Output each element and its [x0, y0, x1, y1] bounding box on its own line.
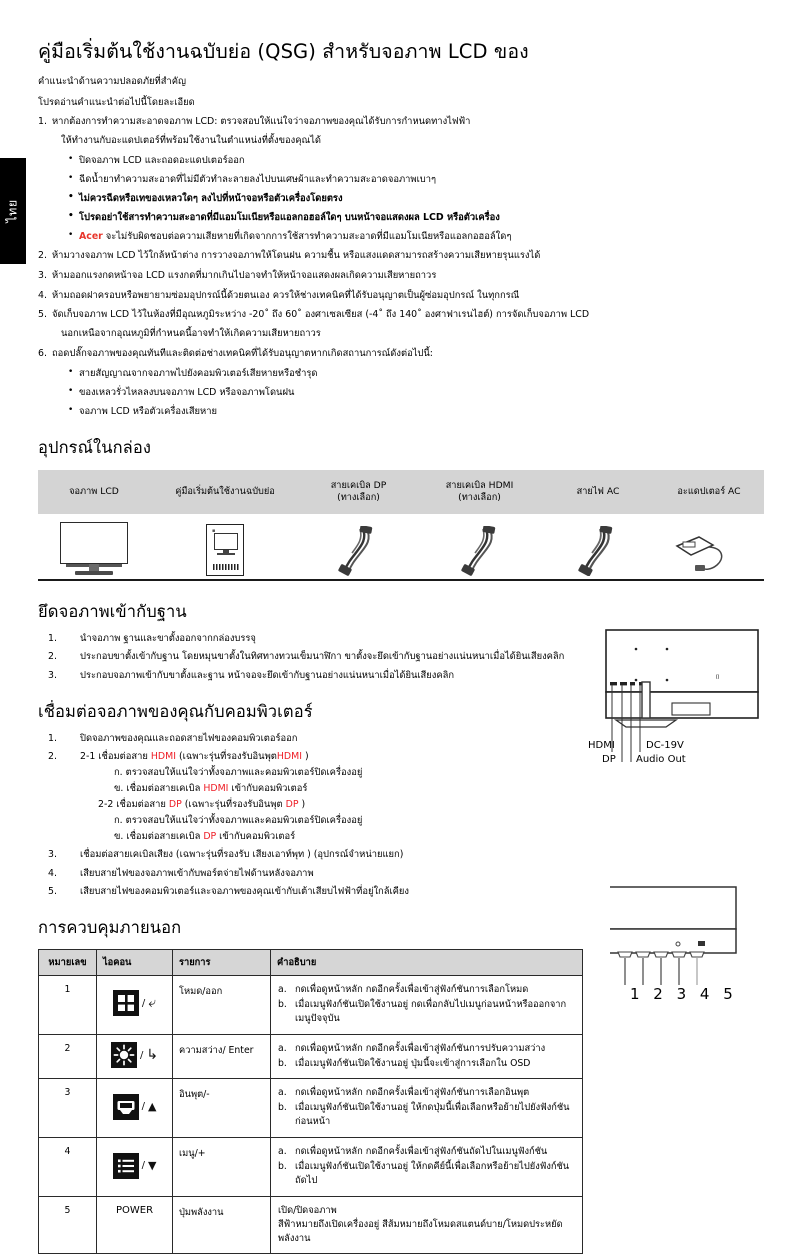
- lcd-monitor-icon-cell: [38, 514, 150, 580]
- list-item: [68, 154, 778, 168]
- row-number: 4: [39, 1138, 97, 1197]
- slash-separator: /: [141, 1160, 145, 1172]
- port-label-dc: DC-19V: [646, 740, 684, 751]
- list-item: [68, 230, 778, 244]
- desc-label: b.: [278, 1057, 287, 1069]
- input-up-icon-cell: [97, 1079, 173, 1138]
- bullet-text: จอภาพ LCD หรือตัวเครื่องเสียหาย: [79, 405, 217, 417]
- desc-label: b.: [278, 1102, 287, 1114]
- desc-text: กดเพื่อดูหน้าหลัก กดอีกครั้งเพื่อเข้าสู่ฟังก์ชันการเลือกโหมด: [295, 983, 529, 995]
- row-item-label: เมนู/+: [173, 1138, 271, 1197]
- list-item: [68, 173, 778, 187]
- section-heading-controls: การควบคุมภายนอก: [38, 917, 182, 937]
- brightness-icon: [111, 1042, 137, 1068]
- slash-separator: /: [141, 1101, 145, 1113]
- monitor-back-diagram: [588, 628, 794, 778]
- ac-power-cable-icon: [566, 526, 630, 576]
- col-header-description: คำอธิบาย: [271, 949, 583, 975]
- hdmi-cable-icon-cell: [417, 514, 542, 580]
- table-header-row: [38, 470, 764, 515]
- list-item: [68, 211, 778, 225]
- step-text: ประกอบขาตั้งเข้ากับฐาน โดยหมุนขาตั้งในทิศทางทวนเข็มนาฬิกา ขาตั้งจะยึดเข้ากับฐานอย่างแน่นหนาเมื่อได้ยินเสียงคลิก: [80, 651, 565, 663]
- list-item: [68, 192, 778, 206]
- box-col-header: [150, 470, 300, 515]
- bullet-text: ไม่ควรฉีดหรือเทของเหลวใดๆ ลงไปที่หน้าจอหรือตัวเครื่องโดยตรง: [79, 193, 343, 205]
- desc-text: เมื่อเมนูฟังก์ชันเปิดใช้งานอยู่ ปุ่มนี้จะเข้าสู่การเลือกใน OSD: [295, 1057, 531, 1069]
- hdmi-label: HDMI: [276, 750, 302, 762]
- desc-text: เมื่อเมนูฟังก์ชันเปิดใช้งานอยู่ กดเพื่อกลับไปเมนูก่อนหน้าหรือออกจากเมนูปัจจุบัน: [295, 998, 567, 1024]
- safety-heading-2: โปรดอ่านคำแนะนำต่อไปนี้โดยละเอียด: [38, 97, 195, 108]
- hdmi-cable-icon: [448, 526, 512, 576]
- ac-adapter-icon: [669, 532, 749, 576]
- row-description: [271, 1197, 583, 1254]
- step-text: ประกอบจอภาพเข้ากับขาตั้งและฐาน หน้าจอจะยึดเข้ากับฐานอย่างแน่นหนาเมื่อได้ยินเสียงคลิก: [80, 669, 455, 681]
- desc-line: [278, 983, 575, 997]
- port-label-hdmi: HDMI: [588, 740, 615, 751]
- row-description: [271, 1138, 583, 1197]
- row-item-label: อินพุต/-: [173, 1079, 271, 1138]
- col-header-item: รายการ: [173, 949, 271, 975]
- menu-down-icon: [113, 1153, 157, 1179]
- ac-adapter-icon-cell: [654, 514, 764, 580]
- brightness-enter-icon-cell: [97, 1034, 173, 1079]
- down-triangle-icon: ▼: [147, 1159, 157, 1173]
- dp-cable-icon: [327, 526, 391, 576]
- svg-text:⌷: ⌷: [716, 675, 720, 681]
- quick-start-guide-icon: ▪: [206, 524, 244, 576]
- page-content: [38, 0, 778, 1254]
- desc-line: [278, 1101, 575, 1129]
- col-label: คู่มือเริ่มต้นใช้งานฉบับย่อ: [175, 485, 275, 497]
- item-number: 3.: [38, 270, 47, 282]
- input-up-icon: [113, 1094, 157, 1120]
- step-text: นำจอภาพ ฐานและขาตั้งออกจากกล่องบรรจุ: [80, 633, 256, 645]
- row-description: [271, 1079, 583, 1138]
- menu-down-icon-cell: [97, 1138, 173, 1197]
- table-bottom-rule: [38, 580, 764, 583]
- table-body: [39, 975, 583, 1253]
- bullet-text: ปิดจอภาพ LCD และถอดอะแดปเตอร์ออก: [79, 154, 245, 166]
- item-number: 4.: [38, 289, 47, 301]
- row-number: 2: [39, 1034, 97, 1079]
- desc-text: สีฟ้าหมายถึงเปิดเครื่องอยู่ สีส้มหมายถึงโหมดสแตนด์บาย/โหมดประหยัดพลังงาน: [278, 1219, 563, 1244]
- row-description: [271, 975, 583, 1034]
- bullet-text: โปรดอย่าใช้สารทำความสะอาดที่มีแอมโมเนียหรือแอลกอฮอล์ใดๆ บนหน้าจอแสดงผล LCD หรือตัวเครื่อง: [79, 212, 500, 224]
- button-number-labels: 1 2 3 4 5: [630, 985, 738, 1003]
- desc-label: a.: [278, 983, 287, 995]
- table-icon-row: [38, 514, 764, 580]
- list-item: [38, 848, 778, 862]
- step-number: 2.: [48, 651, 57, 663]
- item-text: ห้ามออกแรงกดหน้าจอ LCD แรงกดที่มากเกินไปอาจทำให้หน้าจอแสดงผลเกิดความเสียหายถาวร: [52, 270, 437, 282]
- row-number: 5: [39, 1197, 97, 1254]
- text-pre: 2-2 เชื่อมต่อสาย: [98, 799, 169, 811]
- substep-a2: ก. ตรวจสอบให้แน่ใจว่าทั้งจอภาพและคอมพิวเตอร์ปิดเครื่องอยู่: [114, 815, 363, 827]
- step-number: 3.: [48, 849, 57, 861]
- row-number: 3: [39, 1079, 97, 1138]
- grid-mode-back-icon: [113, 990, 156, 1016]
- table-header-row: [39, 949, 583, 975]
- item-continuation: นอกเหนือจากอุณหภูมิที่กำหนดนี้อาจทำให้เกิดความเสียหายถาวร: [61, 328, 321, 340]
- text-pre: ข. เชื่อมต่อสายเคเบิล: [114, 783, 204, 794]
- desc-line: [278, 1042, 575, 1056]
- safety-item-3: [38, 269, 778, 283]
- step-text: เสียบสายไฟของคอมพิวเตอร์และจอภาพของคุณเข้ากับเต้าเสียบไฟฟ้าที่อยู่ใกล้เคียง: [80, 885, 409, 897]
- text-mid: (เฉพาะรุ่นที่รองรับอินพุต: [181, 799, 286, 811]
- desc-label: b.: [278, 1161, 287, 1173]
- col-label: จอภาพ LCD: [69, 485, 119, 497]
- box-col-header: [542, 470, 654, 515]
- power-label-icon: POWER: [97, 1197, 173, 1254]
- acer-brand-label: Acer: [79, 231, 103, 243]
- list-item: [68, 367, 778, 381]
- col-label: สายเคเบิล DP: [330, 479, 387, 491]
- step-text: เชื่อมต่อสายเคเบิลเสียง (เฉพาะรุ่นที่รองรับ เสียงเอาท์พุท ) (อุปกรณ์จำหน่ายแยก): [80, 849, 404, 861]
- item-number: 6.: [38, 348, 47, 360]
- safety-item-1: [38, 115, 778, 244]
- desc-text: กดเพื่อดูหน้าหลัก กดอีกครั้งเพื่อเข้าสู่ฟังก์ชันถัดไปในเมนูฟังก์ชัน: [295, 1146, 548, 1158]
- desc-line: [278, 1160, 575, 1188]
- desc-text: เปิด/ปิดจอภาพ: [278, 1205, 337, 1217]
- text-pre: 2-1 เชื่อมต่อสาย: [80, 750, 151, 762]
- desc-label: a.: [278, 1087, 287, 1099]
- safety-item-2: [38, 249, 778, 263]
- hdmi-label: HDMI: [150, 750, 176, 762]
- text-mid: (เฉพาะรุ่นที่รองรับอินพุต: [175, 750, 277, 762]
- section-heading-connect: เชื่อมต่อจอภาพของคุณกับคอมพิวเตอร์: [38, 701, 313, 721]
- desc-line: [278, 1145, 575, 1159]
- up-triangle-icon: ▲: [147, 1100, 157, 1114]
- item-text: ห้ามวางจอภาพ LCD ไว้ใกล้หน้าต่าง การวางจอภาพให้โดนฝน ความชื้น หรือแสงแดดสามารถสร้างความเสียหายรุนแรงได้: [52, 250, 541, 262]
- list-item: [68, 386, 778, 400]
- quick-start-guide-icon-cell: [150, 514, 300, 580]
- input-source-icon: [113, 1094, 139, 1120]
- col-header-number: หมายเลข: [39, 949, 97, 975]
- desc-line: [278, 1057, 575, 1071]
- safety-heading-1: คำแนะนำด้านความปลอดภัยที่สำคัญ: [38, 76, 186, 88]
- col-sublabel: (ทางเลือก): [337, 491, 380, 503]
- box-contents-table: [38, 470, 764, 584]
- hdmi-label: HDMI: [203, 783, 229, 794]
- table-head: [39, 949, 583, 975]
- safety-item-6: [38, 347, 778, 418]
- text-post: ): [301, 750, 309, 762]
- table-row: [39, 1079, 583, 1138]
- external-controls-table: [38, 949, 583, 1254]
- text-post: ): [298, 799, 306, 811]
- desc-line: [278, 1086, 575, 1100]
- bullet-text: สายสัญญาณจากจอภาพไปยังคอมพิวเตอร์เสียหายหรือชำรุด: [79, 367, 318, 379]
- item-text: จัดเก็บจอภาพ LCD ไว้ในห้องที่มีอุณหภูมิระหว่าง -20˚ ถึง 60˚ องศาเซลเซียส (-4˚ ถึง 140˚ องศาฟาเรนไฮต์) การจัดเก็บจอภาพ LCD: [52, 309, 590, 321]
- port-label-audio-out: Audio Out: [636, 754, 686, 765]
- slash-separator: /: [141, 997, 146, 1009]
- desc-text: เมื่อเมนูฟังก์ชันเปิดใช้งานอยู่ ให้กดปุ่มนี้เพื่อเลือกหรือย้ายไปยังฟังก์ชันก่อนหน้า: [295, 1102, 570, 1128]
- step-number: 1.: [48, 633, 57, 645]
- item-number: 2.: [38, 250, 47, 262]
- bullet-text: ฉีดน้ำยาทำความสะอาดที่ไม่มีตัวทำละลายลงไปบนเศษผ้าและทำความสะอาดจอภาพเบาๆ: [79, 173, 437, 185]
- box-col-header: [417, 470, 542, 515]
- row-description: [271, 1034, 583, 1079]
- dp-label: DP: [285, 799, 299, 811]
- item-text: ห้ามถอดฝาครอบหรือพยายามซ่อมอุปกรณ์นี้ด้วยตนเอง ควรให้ช่างเทคนิคที่ได้รับอนุญาตเป็นผู้ซ่อมอุปกรณ์ ในทุกกรณี: [52, 289, 520, 301]
- desc-line: [278, 998, 575, 1026]
- step-text-hdmi: [80, 751, 309, 762]
- lcd-monitor-icon: [56, 522, 132, 576]
- substep-a: ก. ตรวจสอบให้แน่ใจว่าทั้งจอภาพและคอมพิวเตอร์ปิดเครื่องอยู่: [114, 766, 363, 778]
- col-sublabel: (ทางเลือก): [458, 491, 501, 503]
- desc-text: กดเพื่อดูหน้าหลัก กดอีกครั้งเพื่อเข้าสู่ฟังก์ชันการเลือกอินพุต: [295, 1087, 530, 1099]
- text-post: เข้ากับคอมพิวเตอร์: [228, 783, 308, 794]
- desc-label: b.: [278, 998, 287, 1010]
- brightness-enter-icon: [111, 1042, 158, 1068]
- desc-text: กดเพื่อดูหน้าหลัก กดอีกครั้งเพื่อเข้าสู่ฟังก์ชันการปรับความสว่าง: [295, 1042, 546, 1054]
- table-row: [39, 1138, 583, 1197]
- ac-power-cable-icon-cell: [542, 514, 654, 580]
- col-label: อะแดปเตอร์ AC: [677, 485, 741, 497]
- col-label: สายไฟ AC: [576, 485, 620, 497]
- substep-b: [80, 782, 778, 796]
- col-header-icon: ไอคอน: [97, 949, 173, 975]
- grid-mode-back-icon-cell: [97, 975, 173, 1034]
- item-number: 5.: [38, 309, 47, 321]
- safety-item-4: [38, 289, 778, 303]
- dp-cable-icon-cell: [300, 514, 417, 580]
- desc-label: a.: [278, 1146, 287, 1158]
- section-heading-box-contents: อุปกรณ์ในกล่อง: [38, 437, 152, 457]
- step-number: 3.: [48, 669, 57, 681]
- section-heading-attach-stand: ยึดจอภาพเข้ากับฐาน: [38, 602, 187, 622]
- desc-text: เมื่อเมนูฟังก์ชันเปิดใช้งานอยู่ ให้กดคีย์นี้เพื่อเลือกหรือย้ายไปยังฟังก์ชันถัดไป: [295, 1161, 570, 1187]
- step-number: 2.: [48, 750, 57, 762]
- slash-separator: /: [139, 1049, 144, 1061]
- text-pre: ข. เชื่อมต่อสายเคเบิล: [114, 831, 204, 843]
- item-text: หากต้องการทำความสะอาดจอภาพ LCD: ตรวจสอบให้แน่ใจว่าจอภาพของคุณได้รับการกำหนดทางไฟฟ้า: [52, 116, 471, 128]
- safety-bullets-6: [52, 367, 778, 419]
- item-number: 1.: [38, 116, 47, 128]
- back-arrow-icon: ⤶: [148, 995, 157, 1012]
- row-item-label: โหมด/ออก: [173, 975, 271, 1034]
- list-item: [68, 405, 778, 419]
- desc-label: a.: [278, 1042, 287, 1054]
- col-label: สายเคเบิล HDMI: [445, 479, 514, 491]
- row-number: 1: [39, 975, 97, 1034]
- monitor-buttons-diagram: [610, 885, 796, 1065]
- item-text: ถอดปลั๊กจอภาพของคุณทันทีและติดต่อช่างเทคนิคที่ได้รับอนุญาตหากเกิดสถานการณ์ดังต่อไปนี้:: [52, 348, 433, 360]
- list-item: [38, 867, 778, 881]
- row-item-label: ความสว่าง/ Enter: [173, 1034, 271, 1079]
- safety-item-5: [38, 308, 778, 341]
- menu-list-icon: [113, 1153, 139, 1179]
- step-text: ปิดจอภาพของคุณและถอดสายไฟของคอมพิวเตอร์ออก: [80, 732, 298, 744]
- bullet-text: ของเหลวรั่วไหลลงบนจอภาพ LCD หรือจอภาพโดนฝน: [79, 386, 295, 398]
- step-text: เสียบสายไฟของจอภาพเข้ากับพอร์ตจ่ายไฟด้านหลังจอภาพ: [80, 867, 314, 879]
- box-col-header: [654, 470, 764, 515]
- language-tab-label: ไทย: [4, 199, 20, 223]
- safety-instructions-list: [38, 115, 778, 418]
- language-tab: [0, 158, 26, 264]
- substep-b2: [80, 830, 778, 844]
- step-number: 1.: [48, 732, 57, 744]
- substep-2-2: [80, 798, 778, 812]
- box-col-header: [38, 470, 150, 515]
- port-label-dp: DP: [602, 754, 616, 765]
- grid-icon: [113, 990, 139, 1016]
- safety-bullets-1: [52, 154, 778, 244]
- bullet-text: จะไม่รับผิดชอบต่อความเสียหายที่เกิดจากการใช้สารทำความสะอาดที่มีแอมโมเนียหรือแอลกอฮอล์ใดๆ: [105, 231, 512, 243]
- step-number: 5.: [48, 885, 57, 897]
- text-post: เข้ากับคอมพิวเตอร์: [216, 831, 296, 843]
- row-item-label: ปุ่มพลังงาน: [173, 1197, 271, 1254]
- dp-label: DP: [203, 831, 217, 843]
- table-row: [39, 1197, 583, 1254]
- item-continuation: ให้ทำงานกับอะแดปเตอร์ที่พร้อมใช้งานในตำแหน่งที่ตั้งของคุณได้: [61, 135, 321, 147]
- dp-label: DP: [168, 799, 182, 811]
- enter-arrow-icon: ↳: [146, 1047, 159, 1064]
- step-number: 4.: [48, 867, 57, 879]
- table-row: [39, 975, 583, 1034]
- page-title: คู่มือเริ่มต้นใช้งานฉบับย่อ (QSG) สำหรับจอภาพ LCD ของ: [38, 40, 529, 63]
- box-col-header: [300, 470, 417, 515]
- table-row: [39, 1034, 583, 1079]
